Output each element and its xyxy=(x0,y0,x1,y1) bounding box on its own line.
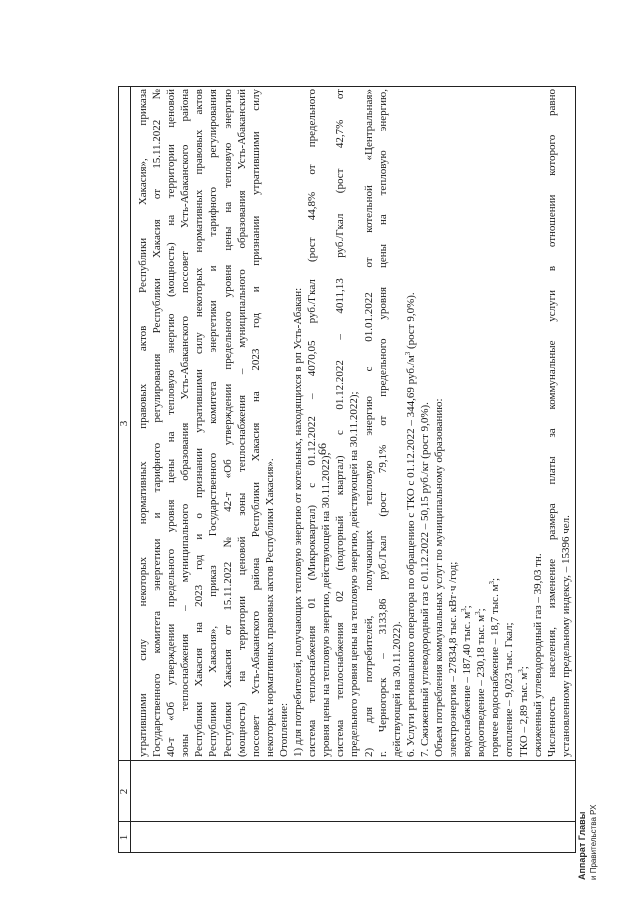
text-line-content: отопление – 9,023 тыс. Гкал; xyxy=(503,622,516,757)
text-line xyxy=(390,89,404,757)
text-line xyxy=(502,89,516,757)
text-line xyxy=(559,89,573,757)
superscript: 3 xyxy=(460,608,469,612)
text-line xyxy=(531,89,545,757)
text-line-content: Объем потребления коммунальных услуг по муниципальному образованию: xyxy=(432,398,445,757)
text-line xyxy=(432,89,446,757)
text-line xyxy=(517,89,531,757)
text-line-content: зоны теплоснабжения – муниципального образования Усть-Абаканского поссовет Усть-Абаканского района xyxy=(179,89,192,757)
text-line-content: Республики Хакасия», приказ Государственного комитета энергетики и тарифного регулирования xyxy=(207,89,220,757)
text-line-content: система теплоснабжения 02 (подгорный квартал) с 01.12.2022 – 4011,13 руб./Гкал (рост 42,7% от xyxy=(334,89,347,757)
text-line xyxy=(474,89,488,757)
text-line-content: утратившими силу некоторых нормативных правовых актов Республики Хакасия», приказа xyxy=(137,89,149,757)
text-line xyxy=(446,89,460,757)
text-line-content: водоснабжение – 187,40 тыс. м xyxy=(461,611,474,757)
text-line-content: г. Черногорск – 3133,86 руб./Гкал (рост 79,1% от предельного уровня цены на тепловую энергию, xyxy=(376,89,389,757)
text-line xyxy=(460,89,474,757)
text-line xyxy=(376,89,390,757)
text-line-content: 6. Услуги регионального оператора по обращению с ТКО с 01.12.2022 – 344,69 руб./м xyxy=(404,355,417,757)
text-line-content: 1) для потребителей, получающих тепловую энергию от котельных, находящихся в рп Усть-Абакан: xyxy=(292,287,305,757)
text-line xyxy=(249,89,263,757)
text-line xyxy=(263,89,277,757)
text-line xyxy=(319,89,333,757)
text-line-content: 40-т «Об утверждении предельного уровня цены на тепловую энергию (мощность) на территории ценовой xyxy=(165,89,178,757)
text-line-suffix: ; xyxy=(489,577,502,581)
column-header-3: 3 xyxy=(118,420,130,427)
header-divider xyxy=(130,86,131,853)
page-number: 66 xyxy=(315,443,329,455)
text-line xyxy=(206,89,220,757)
text-line xyxy=(418,89,432,757)
text-line xyxy=(545,89,559,757)
text-line-content: Государственного комитета энергетики и тарифного регулирования Республики Хакасия от 15.11.2022 № xyxy=(151,89,164,757)
superscript: 3 xyxy=(488,580,497,585)
text-line-content: Республики Хакасия на 2023 год и о признании утратившими силу некоторых нормативных правовых актов xyxy=(193,89,206,757)
text-line xyxy=(362,89,376,757)
text-line xyxy=(221,89,235,757)
text-line xyxy=(488,89,502,757)
column-header-2: 2 xyxy=(118,788,130,795)
text-line-content: 7. Сжиженный углеводородный газ с 01.12.2022 – 50,15 руб./кг (рост 9,0%). xyxy=(418,402,431,757)
text-line-content: действующей на 30.11.2022). xyxy=(390,621,403,757)
stamp-line-1: Аппарат Главы xyxy=(577,811,587,880)
column-header-1: 1 xyxy=(118,834,130,841)
text-line-content: Республики Хакасия от 15.11.2022 № 42-т «Об утверждении предельного уровня цены на тепловую энергию xyxy=(221,89,234,757)
text-line-suffix: ; xyxy=(517,666,530,670)
text-line xyxy=(333,89,347,757)
text-line-content: Отопление: xyxy=(277,702,290,757)
text-line-content: ТКО – 2,89 тыс. м xyxy=(517,672,530,757)
text-line-content: 2) для потребителей, получающих тепловую энергию с 01.01.2022 от котельной «Центральная» xyxy=(362,89,375,757)
text-line xyxy=(192,89,206,757)
rotated-table xyxy=(118,86,576,853)
text-line xyxy=(235,89,249,757)
text-line-suffix: ; xyxy=(461,605,474,609)
text-line-content: Численность населения, изменение размера платы за коммунальные услуги в отношении которого равно xyxy=(545,89,558,757)
superscript: 3 xyxy=(516,669,525,673)
text-line xyxy=(178,89,192,757)
text-line-content: (мощность) на территории ценовой зоны теплоснабжения – муниципального образования Усть-Абаканский xyxy=(235,89,248,757)
column-divider-1 xyxy=(118,821,576,822)
text-line xyxy=(305,89,319,757)
text-line-suffix: ; xyxy=(475,608,488,612)
text-line-content: водоотведение – 230,18 тыс. м xyxy=(475,614,488,757)
text-line xyxy=(404,89,418,757)
column-3-text xyxy=(136,89,573,757)
text-line xyxy=(136,89,150,757)
text-line-content: установленному предельному индексу, – 15396 чел. xyxy=(559,515,572,757)
text-line-content: горячее водоснабжение – 18,7 тыс. м xyxy=(489,584,502,757)
superscript: 3 xyxy=(403,351,412,356)
text-line xyxy=(164,89,178,757)
text-line xyxy=(347,89,361,757)
text-line-content: электроэнергия – 27834,8 тыс. кВт·ч /год; xyxy=(447,561,460,757)
text-line xyxy=(150,89,164,757)
text-line-content: предельного уровня цены на тепловую энергию, действующей на 30.11.2022); xyxy=(348,391,361,757)
text-line xyxy=(277,89,291,757)
text-line-content: система теплоснабжения 01 (Микроквартал) с 01.12.2022 – 4070,05 руб./Гкал (рост 44,8% от предельного xyxy=(306,89,319,757)
stamp-line-2: и Правительства РХ xyxy=(589,804,598,880)
text-line-content: некоторых нормативных правовых актов Республики Хакасия». xyxy=(263,458,276,757)
text-line xyxy=(291,89,305,757)
superscript: 3 xyxy=(474,611,483,615)
text-line-content: поссовет Усть-Абаканского района Республики Хакасия на 2023 год и признании утратившими силу xyxy=(249,89,262,757)
column-divider-2 xyxy=(118,760,576,761)
text-line-content: сжиженный углеводородный газ – 39,03 тн. xyxy=(531,553,544,757)
office-stamp xyxy=(577,805,599,880)
text-line-suffix: (рост 9,0%). xyxy=(404,292,417,352)
text-line-content: уровня цены на тепловую энергию, действующей на 30.11.2022); xyxy=(320,452,333,757)
